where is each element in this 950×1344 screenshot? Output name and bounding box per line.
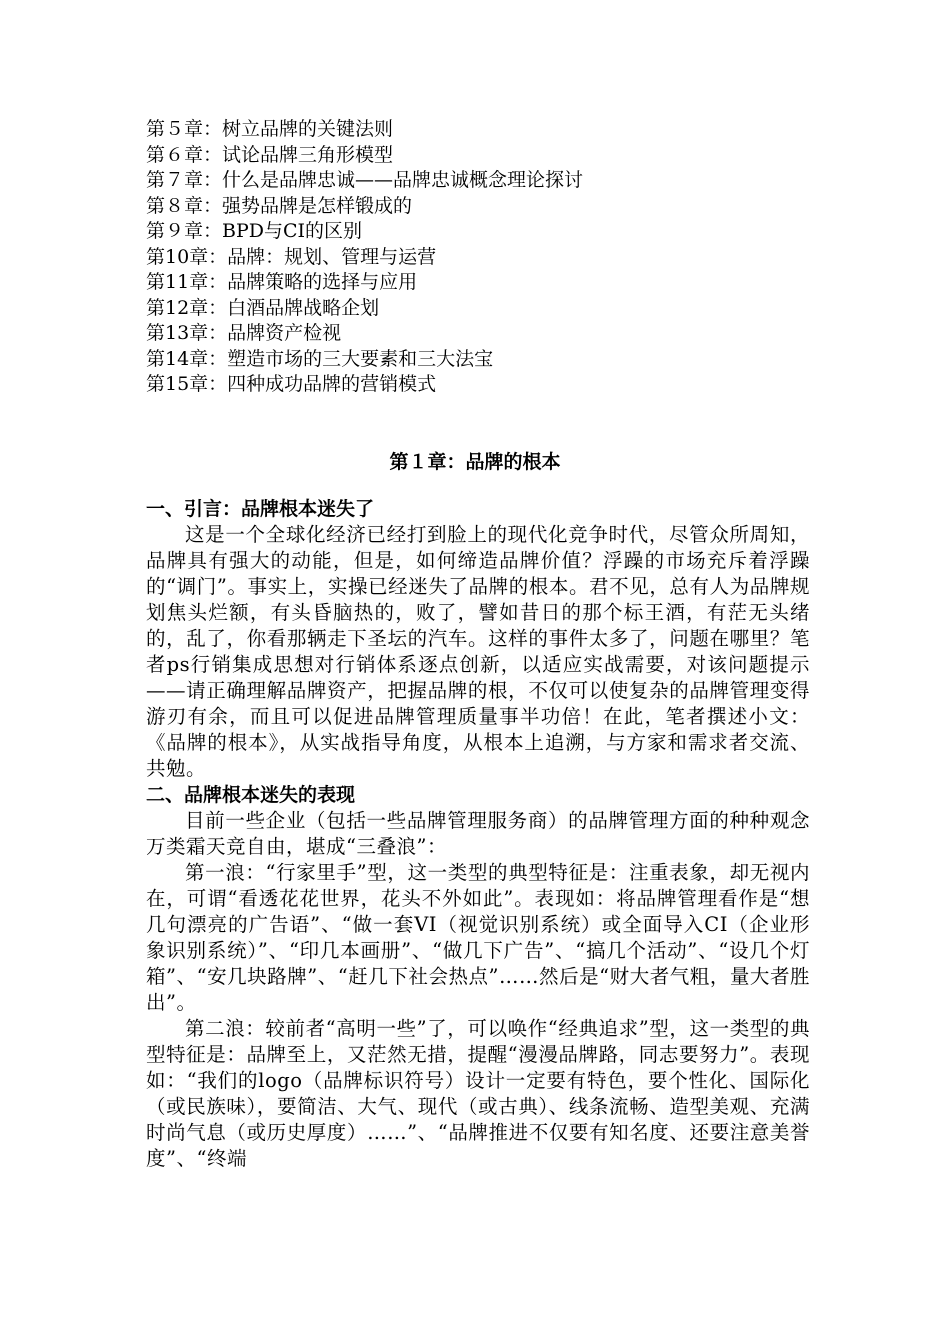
body-paragraph: 这是一个全球化经济已经打到脸上的现代化竞争时代，尽管众所周知，品牌具有强大的动能，但是，如何缔造品牌价值？浮躁的市场充斥着浮躁的“调门”。事实上，实操已经迷失了品牌的根本。君不见，总有人为品牌规划焦头烂额，有头昏脑热的，败了，譬如昔日的那个标王酒，有茫无头绪的，乱了，你看那辆走下圣坛的汽车。这样的事件太多了，问题在哪里？笔者ps行销集成思想对行销体系逐点创新，以适应实战需要，对该问题提示——请正确理解品牌资产，把握品牌的根，不仅可以使复杂的品牌管理变得游刃有余，而且可以促进品牌管理质量事半功倍！在此，笔者撰述小文：《品牌的根本》，从实战指导角度，从根本上追溯，与方家和需求者交流、共勉。 [146,523,810,780]
body-paragraph: 第一浪：“行家里手”型，这一类型的典型特征是：注重表象，却无视内在，可谓“看透花花世界，花头不外如此”。表现如：将品牌管理看作是“想几句漂亮的广告语”、“做一套VI（视觉识别系统）或全面导入CI（企业形象识别系统）”、“印几本画册”、“做几下广告”、“搞几个活动”、“设几个灯箱”、“安几块路牌”、“赶几下社会热点”……然后是“财大者气粗，量大者胜出”。 [146,861,810,1014]
toc-item: 第６章：试论品牌三角形模型 [146,143,394,166]
toc-item: 第10章：品牌：规划、管理与运营 [146,245,437,268]
table-of-contents [146,117,826,398]
toc-item: 第13章：品牌资产检视 [146,322,342,344]
toc-item: 第７章：什么是品牌忠诚——品牌忠诚概念理论探讨 [146,169,584,191]
toc-item: 第５章：树立品牌的关键法则 [146,118,394,140]
toc-item: 第８章：强势品牌是怎样锻成的 [146,194,413,217]
body-paragraph: 第二浪：较前者“高明一些”了，可以唤作“经典追求”型，这一类型的典型特征是：品牌至上，又茫然无措，提醒“漫漫品牌路，同志要努力”。表现如：“我们的logo（品牌标识符号）设计一定要有特色，要个性化、国际化（或民族味），要简洁、大气、现代（或古典）、线条流畅、造型美观、充满时尚气息（或历史厚度）……”、“品牌推进不仅要有知名度、还要注意美誉度”、“终端 [146,1017,810,1170]
body-paragraph: 目前一些企业（包括一些品牌管理服务商）的品牌管理方面的种种观念万类霜天竞自由，堪成“三叠浪”： [146,809,810,858]
chapter-title: 第１章：品牌的根本 [389,451,561,473]
toc-item: 第12章：白酒品牌战略企划 [146,296,380,319]
section-heading: 一、引言：品牌根本迷失了 [146,498,375,520]
toc-item: 第14章：塑造市场的三大要素和三大法宝 [146,347,494,370]
toc-item: 第15章：四种成功品牌的营销模式 [146,373,437,395]
section-heading: 二、品牌根本迷失的表现 [146,784,356,806]
toc-item: 第９章：BPD与CI的区别 [146,220,363,242]
chapter-body [146,496,810,1172]
toc-item: 第11章：品牌策略的选择与应用 [146,271,418,293]
